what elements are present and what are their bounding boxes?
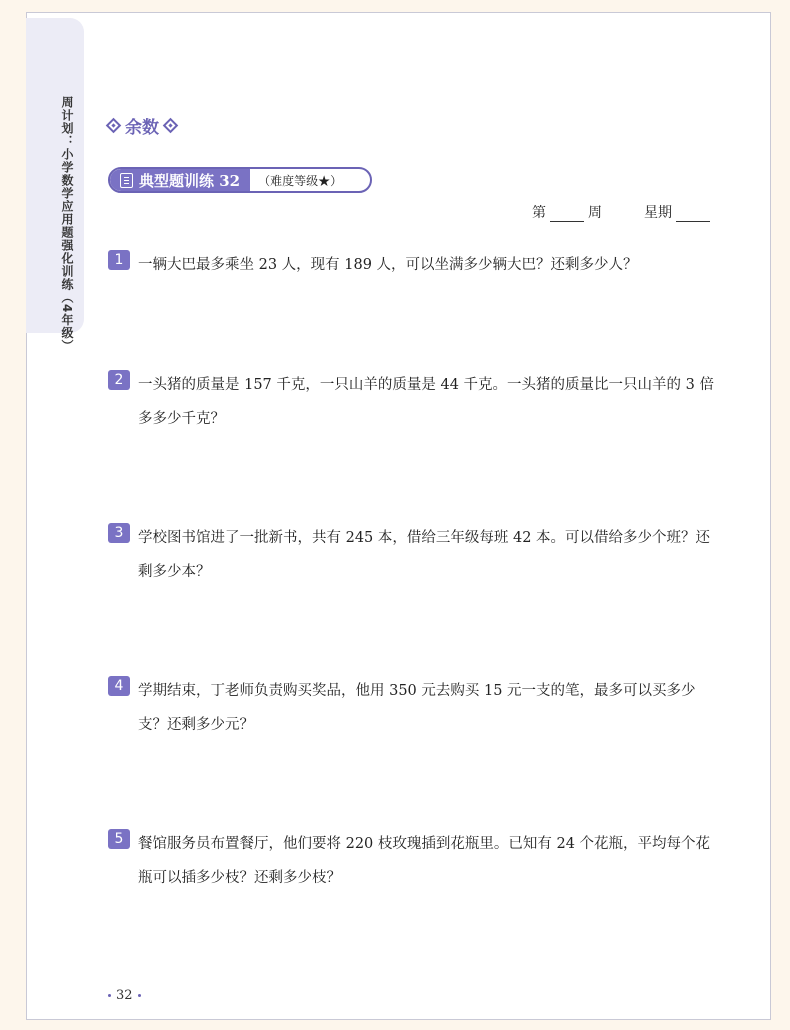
diamond-icon xyxy=(106,118,122,134)
book-title-vertical: 周计划：小学数学应用题强化训练（4年级） xyxy=(60,96,74,353)
week-prefix: 第 xyxy=(532,205,546,221)
question-item xyxy=(108,674,718,742)
day-label: 星期 xyxy=(644,205,672,221)
question-item xyxy=(108,248,718,282)
page-number-text: 32 xyxy=(116,988,133,1003)
diamond-icon xyxy=(163,118,179,134)
section-title: 余数 xyxy=(125,118,159,138)
week-blank[interactable] xyxy=(550,206,584,222)
dot-icon xyxy=(108,994,111,997)
week-suffix: 周 xyxy=(588,205,602,221)
question-item xyxy=(108,368,718,436)
question-number: 4 xyxy=(108,676,130,696)
question-number: 5 xyxy=(108,829,130,849)
banner-title-block xyxy=(110,169,250,191)
week-day-line xyxy=(532,202,710,222)
question-text: 一头猪的质量是 157 千克，一只山羊的质量是 44 千克。一头猪的质量比一只山羊的 3 倍多多少千克？ xyxy=(138,377,715,427)
day-blank[interactable] xyxy=(676,206,710,222)
question-text: 学期结束，丁老师负责购买奖品，他用 350 元去购买 15 元一支的笔，最多可以买多少支？还剩多少元？ xyxy=(138,683,696,733)
banner-title: 典型题训练 32 xyxy=(139,171,241,190)
question-text: 一辆大巴最多乘坐 23 人，现有 189 人，可以坐满多少辆大巴？还剩多少人？ xyxy=(138,257,638,273)
page-number xyxy=(108,988,141,1003)
question-item xyxy=(108,827,718,895)
question-text: 餐馆服务员布置餐厅，他们要将 220 枝玫瑰插到花瓶里。已知有 24 个花瓶，平均每个花瓶可以插多少枝？还剩多少枝？ xyxy=(138,836,711,886)
question-number: 2 xyxy=(108,370,130,390)
difficulty-label: （难度等级★） xyxy=(258,173,343,188)
question-item xyxy=(108,521,718,589)
section-heading xyxy=(108,113,176,138)
book-icon xyxy=(120,173,133,188)
question-number: 3 xyxy=(108,523,130,543)
question-number: 1 xyxy=(108,250,130,270)
exercise-banner xyxy=(108,167,372,193)
question-text: 学校图书馆进了一批新书，共有 245 本，借给三年级每班 42 本。可以借给多少个班？还剩多少本？ xyxy=(138,530,711,580)
dot-icon xyxy=(138,994,141,997)
